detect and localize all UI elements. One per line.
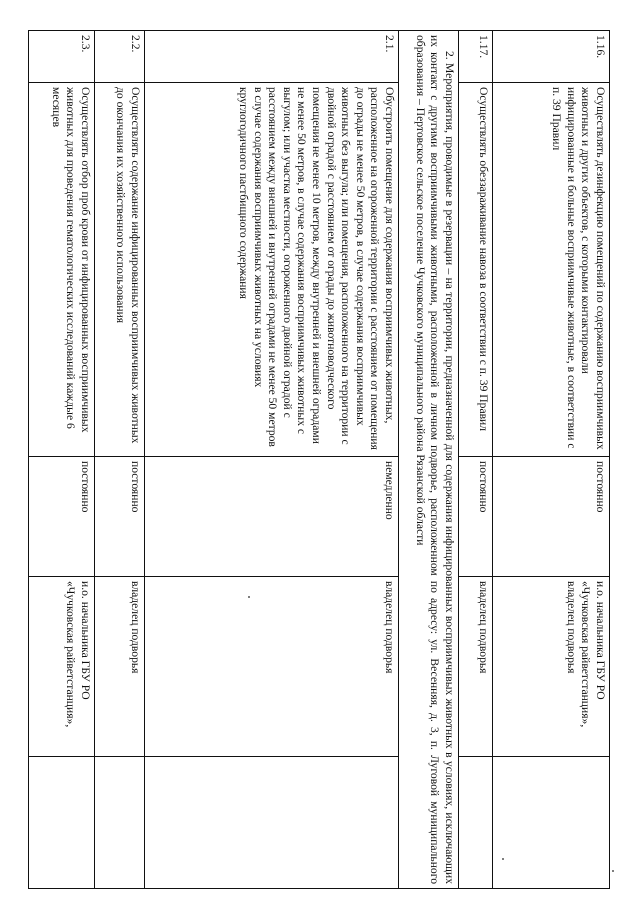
table-row <box>29 31 95 889</box>
empty-cell <box>493 757 610 889</box>
term-cell: постоянно <box>29 457 95 577</box>
empty-cell <box>145 757 399 889</box>
term-cell: постоянно <box>493 457 610 577</box>
empty-cell <box>29 757 95 889</box>
measure-text: Осуществлять обеззараживание навоза в соответствии с п. 39 Правил <box>459 83 493 457</box>
term-cell: постоянно <box>95 457 145 577</box>
row-number: 2.3. <box>29 31 95 83</box>
rotated-table-container <box>26 30 610 888</box>
responsible-cell: и.о. начальника ГБУ РО «Чучковская райветстанция», <box>29 577 95 757</box>
scan-speck <box>612 870 614 872</box>
row-number: 1.16. <box>493 31 610 83</box>
section-2-heading: 2. Мероприятия, проводимые в резервации – на территории, предназначенной для содержания инфицированных восприимчивых животных в условиях, исключающих их контакт с другими восприимчивыми животными, расположенной в личном подворье, расположенном по адресу: ул. Весенняя, д. 3, п. Луговой муниципального образования – Пертовское сельское поселение Чучковского муниципального района Рязанской области <box>399 31 459 889</box>
empty-cell <box>459 757 493 889</box>
measure-text: Осуществлять дезинфекцию помещений по содержанию восприимчивых животных и других объектов, с которыми контактировали инфицированные и больные восприимчивые животные, в соответствии с п. 39 Правил <box>493 83 610 457</box>
row-number: 2.1. <box>145 31 399 83</box>
table-row <box>145 31 399 889</box>
responsible-cell: владелец подворья <box>95 577 145 757</box>
table-row <box>95 31 145 889</box>
table-row <box>493 31 610 889</box>
measure-text: Обустроить помещение для содержания восприимчивых животных, расположенное на огороженной территории с расстоянием от помещения до ограды не менее 50 метров, в случае содержания восприимчивых животных без выгула; или помещения, расположенного на территории с двойной оградой с расстоянием от ограды до животноводческого помещения не менее 10 метров, между внутренней и внешней оградами не менее 50 метров, в случае содержания восприимчивых животных с выгулом; или участка местности, огороженного двойной оградой с расстоянием между внешней и внутренней оградами не менее 50 метров в случае содержания восприимчивых животных на условиях круглогодичного пастбищного содержания <box>145 83 399 457</box>
row-number: 1.17. <box>459 31 493 83</box>
term-cell: немедленно <box>145 457 399 577</box>
scan-speck <box>248 596 250 598</box>
empty-cell <box>95 757 145 889</box>
measure-text: Осуществлять отбор проб крови от инфицированных восприимчивых животных для проведения гематологических исследований каждые 6 месяцев <box>29 83 95 457</box>
responsible-cell: владелец подворья <box>459 577 493 757</box>
scan-speck <box>502 858 504 860</box>
measures-table <box>28 30 610 889</box>
responsible-cell: и.о. начальника ГБУ РО «Чучковская райветстанция», владелец подворья <box>493 577 610 757</box>
row-number: 2.2. <box>95 31 145 83</box>
section-heading-row <box>399 31 459 889</box>
responsible-cell: владелец подворья <box>145 577 399 757</box>
term-cell: постоянно <box>459 457 493 577</box>
measure-text: Осуществлять содержание инфицированных восприимчивых животных до окончания их хозяйственного использования <box>95 83 145 457</box>
table-row <box>459 31 493 889</box>
